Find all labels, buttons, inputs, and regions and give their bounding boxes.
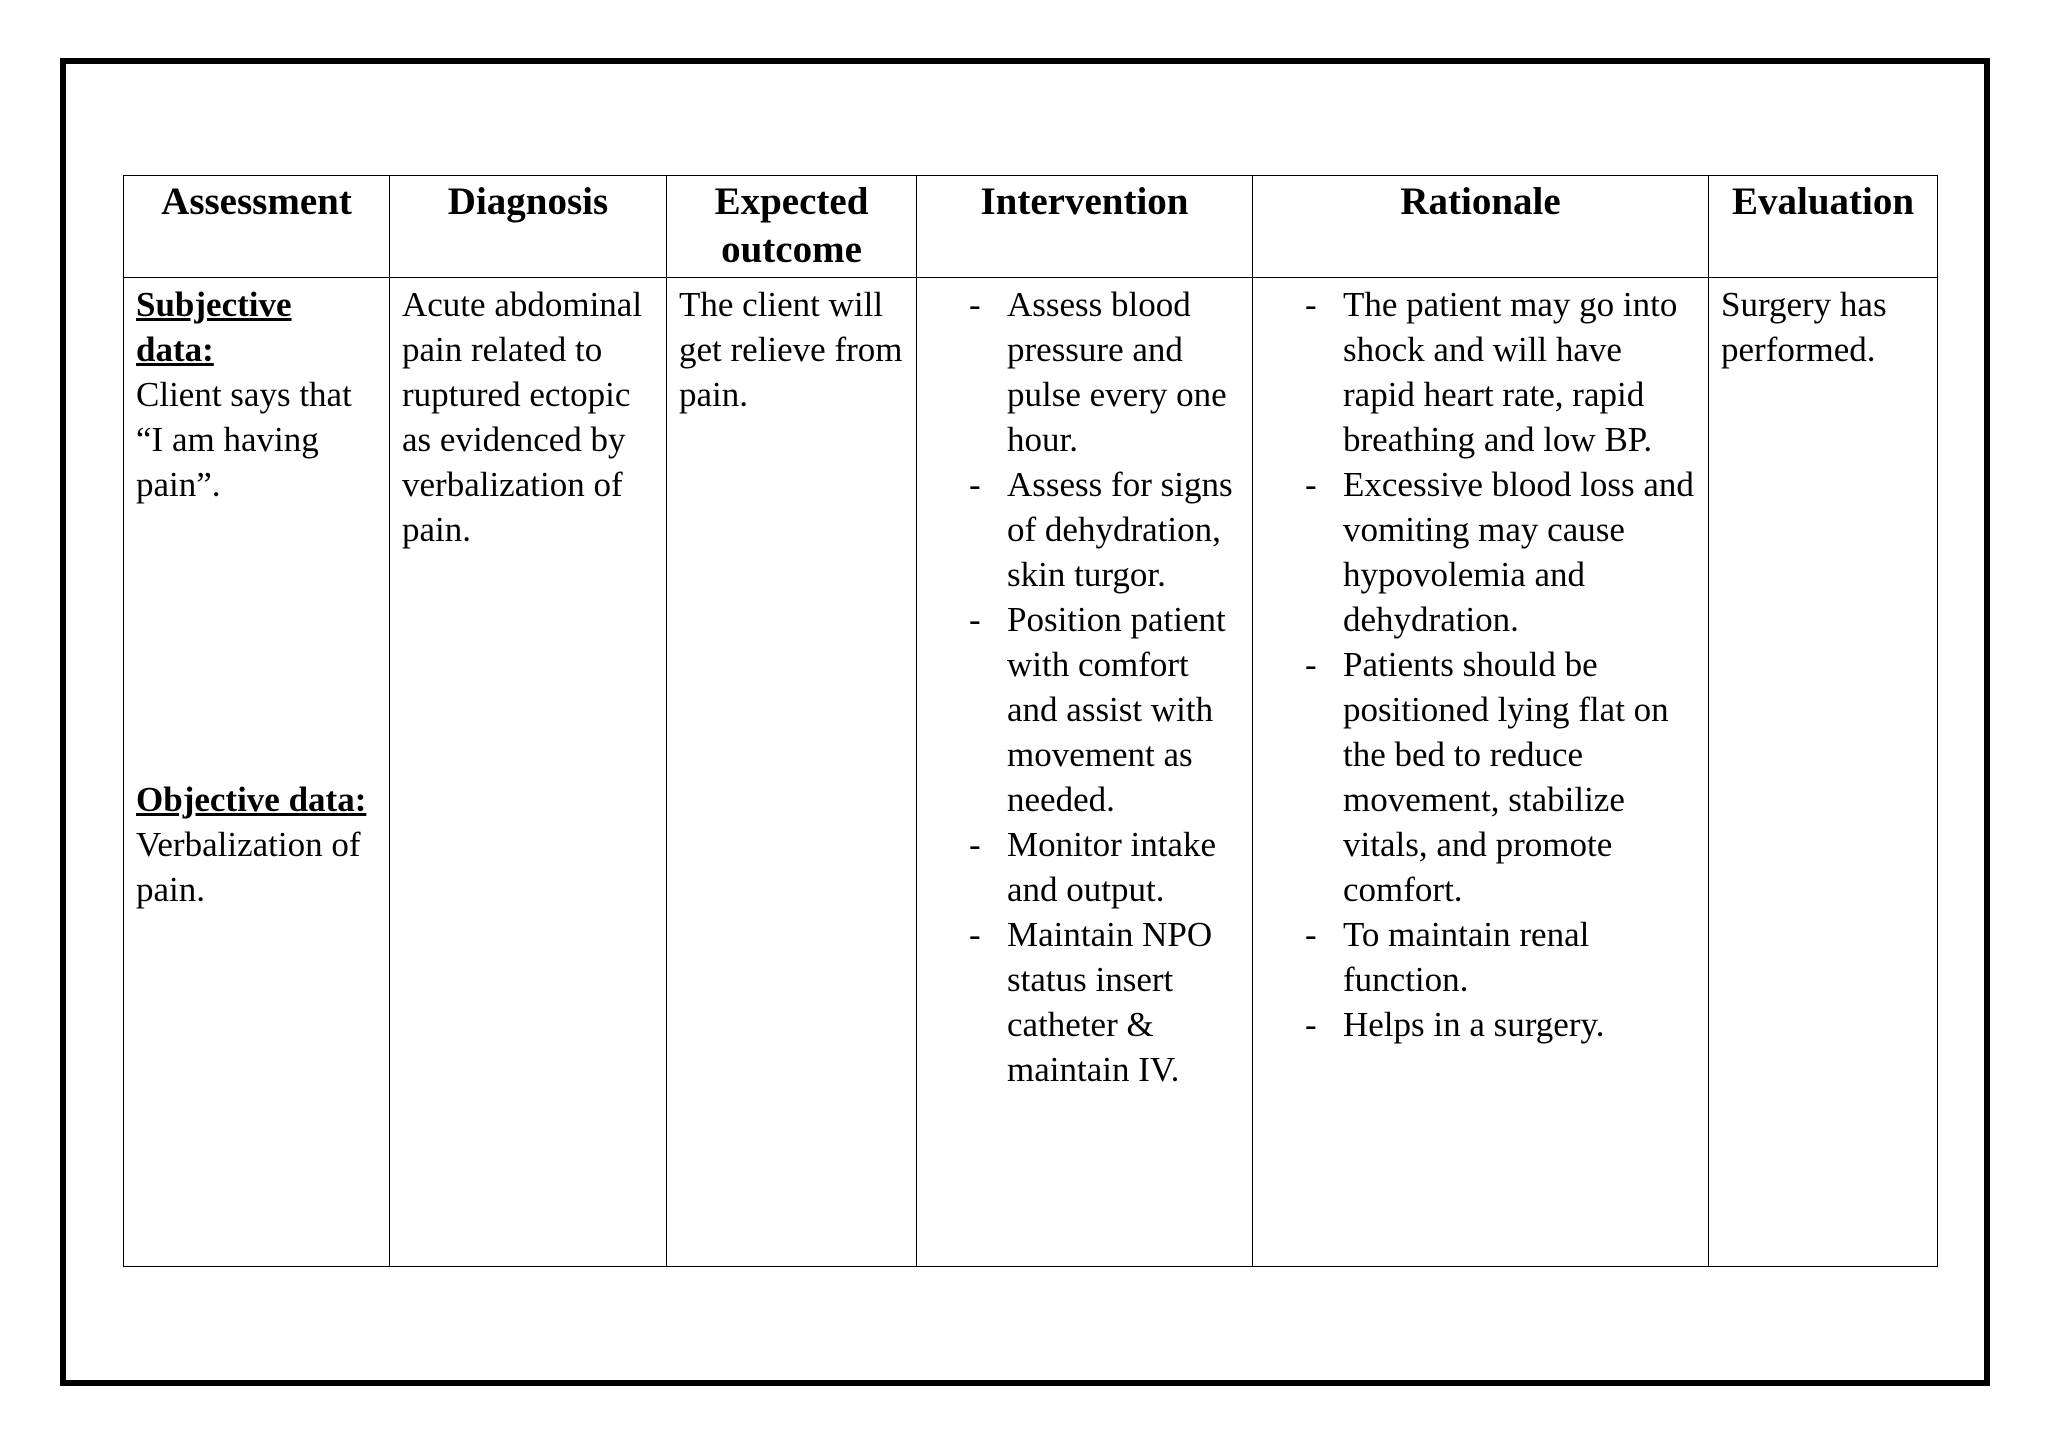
nursing-care-plan-table	[123, 175, 1938, 1267]
intervention-item: - Monitor intake and output.	[929, 822, 1240, 912]
table-header-row	[124, 176, 1938, 278]
subjective-data-heading: Subjective data:	[136, 285, 292, 369]
header-assessment: Assessment	[124, 176, 390, 278]
objective-data-heading: Objective data:	[136, 780, 367, 819]
subjective-data-text: Client says that “I am having pain”.	[136, 375, 352, 504]
table-row	[124, 278, 1938, 1267]
intervention-cell	[917, 278, 1253, 1267]
intervention-list	[929, 282, 1240, 1092]
intervention-item: - Assess for signs of dehydration, skin turgor.	[929, 462, 1240, 597]
rationale-list	[1265, 282, 1696, 1047]
intervention-item: - Maintain NPO status insert catheter & maintain IV.	[929, 912, 1240, 1092]
assessment-cell	[124, 278, 390, 1267]
rationale-item: - Patients should be positioned lying flat on the bed to reduce movement, stabilize vitals, and promote comfort.	[1265, 642, 1696, 912]
intervention-item: - Assess blood pressure and pulse every one hour.	[929, 282, 1240, 462]
header-evaluation: Evaluation	[1709, 176, 1938, 278]
header-expected-outcome: Expected outcome	[667, 176, 917, 278]
evaluation-cell: Surgery has performed.	[1709, 278, 1938, 1267]
diagnosis-cell: Acute abdominal pain related to ruptured ectopic as evidenced by verbalization of pain.	[390, 278, 667, 1267]
intervention-item: - Position patient with comfort and assist with movement as needed.	[929, 597, 1240, 822]
rationale-item: - To maintain renal function.	[1265, 912, 1696, 1002]
rationale-item: - Helps in a surgery.	[1265, 1002, 1696, 1047]
header-intervention: Intervention	[917, 176, 1253, 278]
header-diagnosis: Diagnosis	[390, 176, 667, 278]
expected-outcome-cell: The client will get relieve from pain.	[667, 278, 917, 1267]
assessment-spacer	[136, 507, 377, 777]
objective-data-text: Verbalization of pain.	[136, 825, 361, 909]
rationale-item: - Excessive blood loss and vomiting may cause hypovolemia and dehydration.	[1265, 462, 1696, 642]
rationale-item: - The patient may go into shock and will have rapid heart rate, rapid breathing and low BP.	[1265, 282, 1696, 462]
header-rationale: Rationale	[1253, 176, 1709, 278]
rationale-cell	[1253, 278, 1709, 1267]
